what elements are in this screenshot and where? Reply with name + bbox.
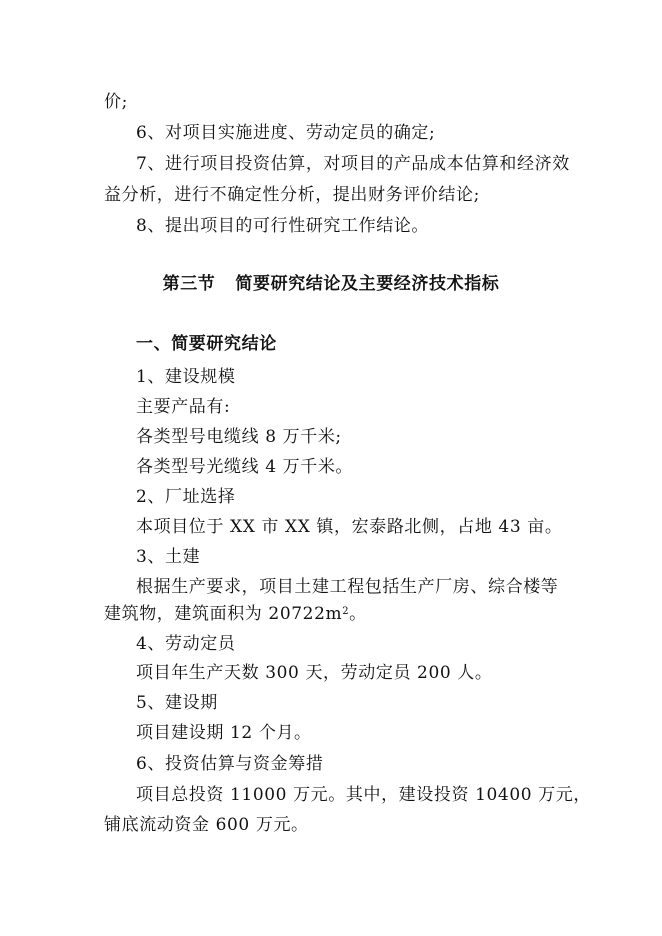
list-item-6: 6、对项目实施进度、劳动定员的确定; (136, 123, 436, 143)
site-description: 本项目位于 XX 市 XX 镇，宏泰路北侧，占地 43 亩。 (136, 517, 563, 537)
staffing-description: 项目年生产天数 300 天，劳动定员 200 人。 (136, 663, 493, 683)
main-products-label: 主要产品有: (136, 397, 231, 417)
investment-line2: 铺底流动资金 600 万元。 (104, 815, 309, 835)
product-cable: 各类型号电缆线 8 万千米; (136, 427, 342, 447)
item-title-site-selection: 2、厂址选择 (136, 487, 236, 507)
item-title-investment: 6、投资估算与资金筹措 (136, 754, 324, 774)
section-heading (0, 271, 662, 297)
building-area-text: 建筑物，建筑面积为 20722m (104, 604, 343, 624)
item-title-construction-scale: 1、建设规模 (136, 367, 236, 387)
sentence-end: 。 (349, 604, 367, 624)
civil-works-line1: 根据生产要求，项目土建工程包括生产厂房、综合楼等 (136, 577, 559, 597)
section-label: 第三节 (162, 274, 216, 294)
construction-period-description: 项目建设期 12 个月。 (136, 723, 312, 743)
item-title-staffing: 4、劳动定员 (136, 634, 236, 654)
list-item-8: 8、提出项目的可行性研究工作结论。 (136, 216, 430, 236)
paragraph-continuation: 价; (104, 92, 128, 112)
item-title-civil-works: 3、土建 (136, 547, 201, 567)
square-superscript: 2 (342, 606, 350, 617)
subsection-heading: 一、简要研究结论 (136, 334, 277, 354)
investment-line1: 项目总投资 11000 万元。其中，建设投资 10400 万元， (136, 785, 591, 805)
section-title: 简要研究结论及主要经济技术指标 (235, 274, 500, 294)
list-item-7-line2: 益分析，进行不确定性分析，提出财务评价结论; (104, 185, 480, 205)
item-title-construction-period: 5、建设期 (136, 693, 218, 713)
civil-works-line2 (104, 601, 367, 627)
list-item-7-line1: 7、进行项目投资估算，对项目的产品成本估算和经济效 (136, 154, 570, 174)
product-optical-cable: 各类型号光缆线 4 万千米。 (136, 457, 354, 477)
